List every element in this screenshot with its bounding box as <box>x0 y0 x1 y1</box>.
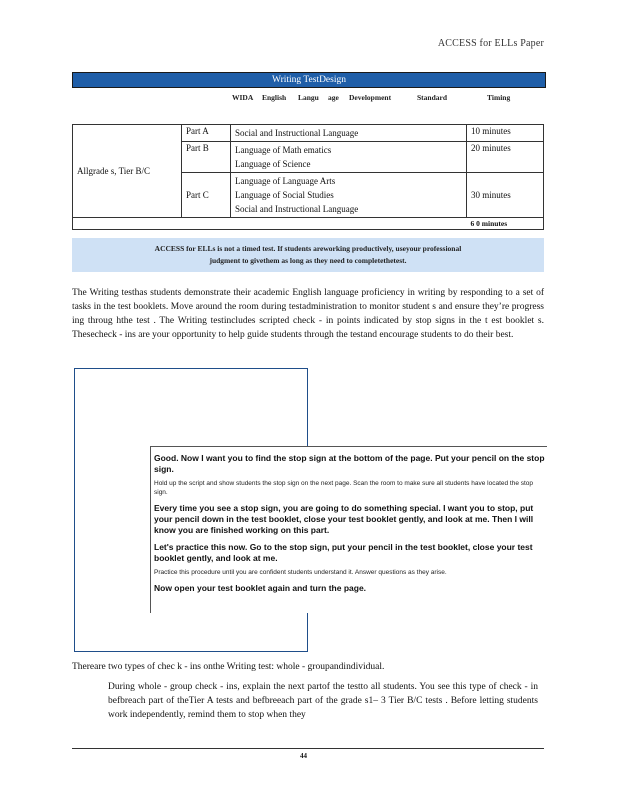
script-paragraph: Let's practice this now. Go to the stop sign, put your pencil in the test booklet, close your test booklet gently, and look at me. <box>154 542 533 563</box>
standards-cell <box>231 173 467 218</box>
table-total-row <box>73 218 544 230</box>
part-label: Part A <box>182 125 231 142</box>
notice-line: judgment to givethem as long as they need to completethetest. <box>209 256 407 265</box>
col-header-standard: Standard <box>417 93 448 102</box>
bullet-text: During whole - group check - ins, explain the next partof the testto all students. You see this type of check - in befbreach part of theTier A tests and befbreeach part of the grade s1– 3 Tier B/C tests . Before letting students work independently, remind them to stop when they <box>108 682 538 720</box>
col-header-development: Development <box>349 93 392 102</box>
standard-line: Language of Math ematics <box>235 145 332 155</box>
script-paragraph: Good. Now I want you to find the stop sign at the bottom of the page. Put your pencil on the stop sign. <box>154 453 545 474</box>
table-title: Writing TestDesign <box>72 72 546 88</box>
col-header-wida: WIDA <box>232 93 254 102</box>
checkin-types-sentence: Thereare two types of chec k - ins onthe Writing test: whole - groupandindividual. <box>72 662 385 672</box>
untimed-notice <box>72 238 544 272</box>
standard-line: Social and Instructional Language <box>235 204 359 214</box>
part-label: Part B <box>182 142 231 173</box>
col-header-langu: Langu <box>298 93 319 102</box>
script-note: Practice this procedure until you are confident students understand it. Answer questions as they arise. <box>154 569 447 576</box>
page-number: 44 <box>300 752 307 760</box>
test-design-table <box>72 124 544 230</box>
standards-cell <box>231 142 467 173</box>
col-header-timing: Timing <box>487 93 511 102</box>
timing-cell: 20 minutes <box>467 142 544 173</box>
timing-cell: 30 minutes <box>467 173 544 218</box>
standard-line: Language of Language Arts <box>235 176 336 186</box>
standards-cell <box>231 125 467 142</box>
notice-line: ACCESS for ELLs is not a timed test. If students areworking productively, useyour professional <box>154 244 462 253</box>
script-note: Hold up the script and show students the stop sign on the next page. Scan the room to make sure all students have located the stop sign. <box>154 480 534 496</box>
script-paragraph: Every time you see a stop sign, you are going to do something special. I want you to stop, put your pencil down in the test booklet, close your test booklet gently, and look at me. Then I will know you are finished working on this part. <box>154 503 534 535</box>
timing-cell: 10 minutes <box>467 125 544 142</box>
footer-divider <box>72 748 544 749</box>
script-paragraph: Now open your test booklet again and turn the page. <box>154 583 367 593</box>
running-header: ACCESS for ELLs Paper <box>437 38 544 49</box>
total-spacer <box>73 218 467 230</box>
group-label: Allgrade s, Tier B/C <box>73 125 182 218</box>
table-row <box>73 125 544 142</box>
standard-line: Language of Social Studies <box>235 190 334 200</box>
intro-paragraph: The Writing testhas students demonstrate their academic English language proficiency in writing by responding to a set of tasks in the test booklets. Move around the room during testadministration to monitor student s and ensure they’re progress ing throug hthe test . The Writing testincludes scripted check - in points indicated by stop signs in the t est booklet s. Thesecheck - ins are your opportunity to help guide students through the testand encourage students to do their best. <box>72 288 544 340</box>
col-header-english: English <box>262 93 287 102</box>
part-label: Part C <box>182 173 231 218</box>
script-box <box>150 446 547 613</box>
standard-line: Language of Science <box>235 159 311 169</box>
standard-line: Social and Instructional Language <box>235 128 359 138</box>
total-timing: 6 0 minutes <box>467 218 544 230</box>
col-header-age: age <box>328 93 339 102</box>
